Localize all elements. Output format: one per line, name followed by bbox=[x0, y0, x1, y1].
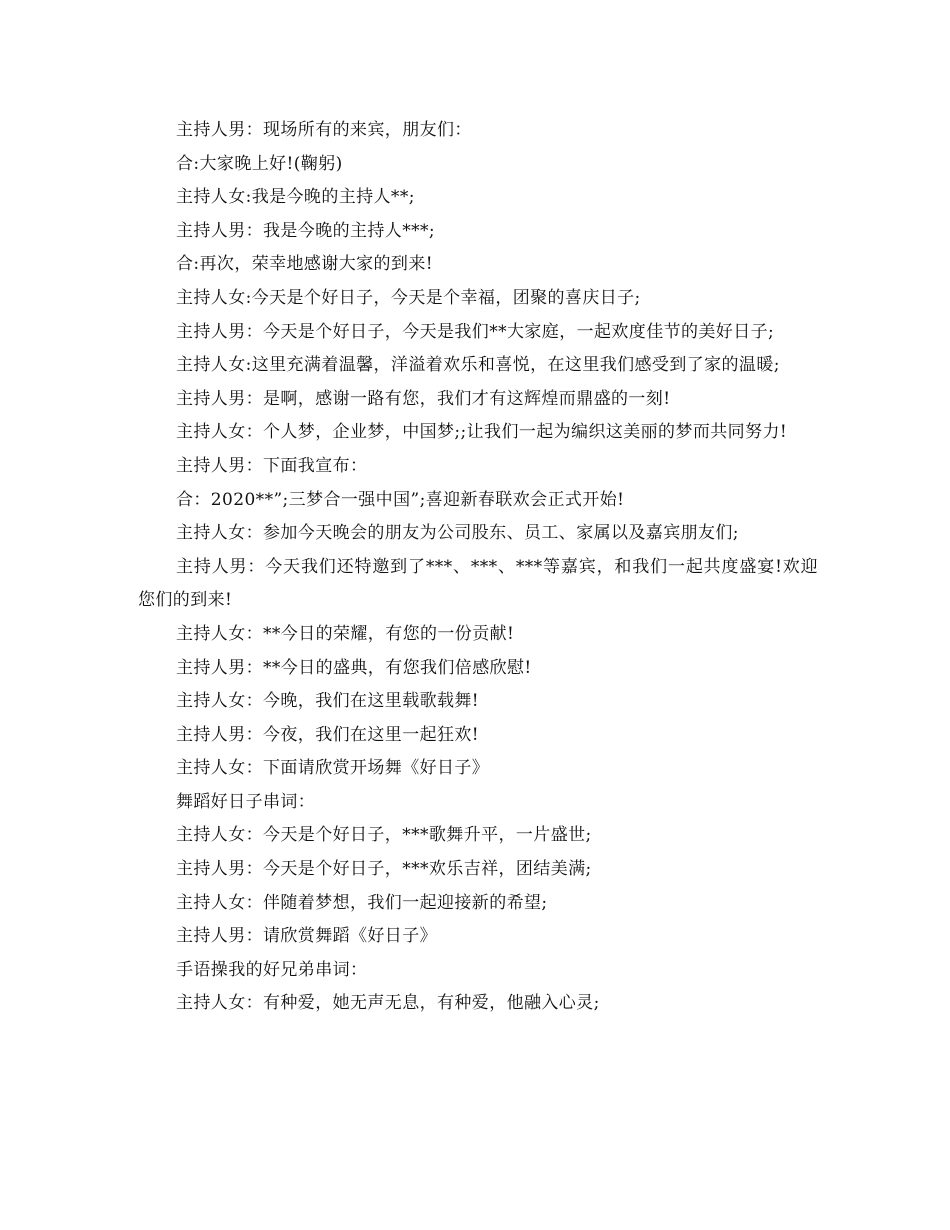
paragraph: 主持人男：是啊，感谢一路有您，我们才有这辉煌而鼎盛的一刻! bbox=[176, 388, 671, 409]
document-body bbox=[138, 114, 818, 1021]
paragraph: 主持人女:这里充满着温馨，洋溢着欢乐和喜悦，在这里我们感受到了家的温暖; bbox=[176, 355, 780, 376]
paragraph: 主持人男：我是今晚的主持人***; bbox=[176, 220, 436, 241]
paragraph: 合：2020**”;三梦合一强中国”;喜迎新春联欢会正式开始! bbox=[176, 489, 625, 510]
paragraph: 合:大家晚上好!(鞠躬) bbox=[176, 153, 343, 174]
paragraph: 主持人女：个人梦，企业梦，中国梦;;让我们一起为编织这美丽的梦而共同努力! bbox=[176, 422, 788, 443]
paragraph: 主持人女：伴随着梦想，我们一起迎接新的希望; bbox=[176, 892, 548, 913]
paragraph: 主持人女：下面请欣赏开场舞《好日子》 bbox=[176, 758, 490, 779]
paragraph: 主持人女:我是今晚的主持人**; bbox=[176, 187, 415, 208]
paragraph: 主持人男：今天是个好日子，今天是我们**大家庭，一起欢度佳节的美好日子; bbox=[176, 321, 775, 342]
paragraph: 合:再次，荣幸地感谢大家的到来! bbox=[176, 254, 433, 275]
paragraph: 主持人女：今天是个好日子，***歌舞升平，一片盛世; bbox=[176, 825, 592, 846]
paragraph: 主持人女：有种爱，她无声无息，有种爱，他融入心灵; bbox=[176, 993, 600, 1014]
paragraph: 主持人女:今天是个好日子，今天是个幸福，团聚的喜庆日子; bbox=[176, 287, 641, 308]
paragraph: 主持人男：请欣赏舞蹈《好日子》 bbox=[176, 926, 437, 947]
paragraph: 主持人女：参加今天晚会的朋友为公司股东、员工、家属以及嘉宾朋友们; bbox=[176, 523, 739, 544]
paragraph: 主持人男：今天是个好日子，***欢乐吉祥，团结美满; bbox=[176, 859, 592, 880]
paragraph: 主持人男：**今日的盛典，有您我们倍感欣慰! bbox=[176, 657, 532, 678]
section-heading: 手语操我的好兄弟串词： bbox=[176, 959, 368, 980]
paragraph: 主持人男：今夜，我们在这里一起狂欢! bbox=[176, 724, 480, 745]
paragraph: 主持人男：下面我宣布： bbox=[176, 455, 368, 476]
paragraph: 主持人女：今晚，我们在这里载歌载舞! bbox=[176, 691, 480, 712]
section-heading: 舞蹈好日子串词： bbox=[176, 791, 316, 812]
paragraph: 主持人男：现场所有的来宾，朋友们： bbox=[176, 120, 472, 140]
paragraph: 主持人男：今天我们还特邀到了***、***、***等嘉宾，和我们一起共度盛宴!欢迎您们的到来! bbox=[138, 556, 818, 611]
paragraph: 主持人女：**今日的荣耀，有您的一份贡献! bbox=[176, 623, 515, 644]
